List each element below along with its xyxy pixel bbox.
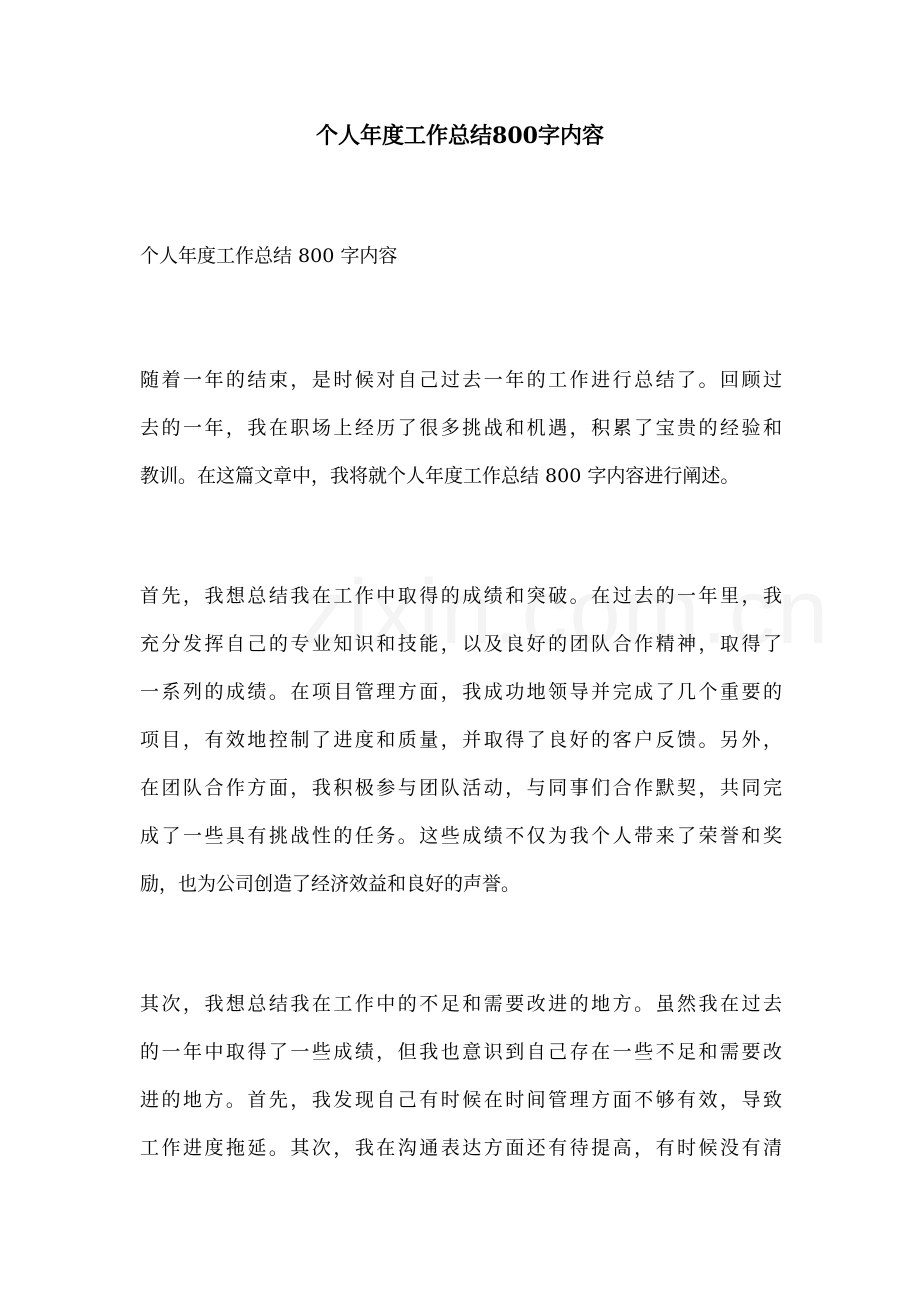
- paragraph-line: 其次，我想总结我在工作中的不足和需要改进的地方。虽然我在过去: [140, 993, 782, 1015]
- paragraph-line: 充分发挥自己的专业知识和技能，以及良好的团队合作精神，取得了: [140, 633, 782, 655]
- document-title: 个人年度工作总结800字内容: [316, 123, 604, 149]
- paragraph-line: 成了一些具有挑战性的任务。这些成绩不仅为我个人带来了荣誉和奖: [140, 825, 782, 847]
- paragraph-line: 进的地方。首先，我发现自己有时候在时间管理方面不够有效，导致: [140, 1089, 782, 1111]
- paragraph-line: 励，也为公司创造了经济效益和良好的声誉。: [140, 873, 521, 895]
- paragraph-line: 去的一年，我在职场上经历了很多挑战和机遇，积累了宝贵的经验和: [140, 417, 782, 439]
- paragraph-intro: [140, 356, 782, 500]
- paragraph-line: 教训。在这篇文章中，我将就个人年度工作总结 800 字内容进行阐述。: [140, 465, 740, 487]
- paragraph-line: 随着一年的结束，是时候对自己过去一年的工作进行总结了。回顾过: [140, 369, 782, 391]
- paragraph-line: 首先，我想总结我在工作中取得的成绩和突破。在过去的一年里，我: [140, 585, 782, 607]
- paragraph-line: 在团队合作方面，我积极参与团队活动，与同事们合作默契，共同完: [140, 777, 782, 799]
- paragraph-line: 一系列的成绩。在项目管理方面，我成功地领导并完成了几个重要的: [140, 681, 782, 703]
- paragraph-line: 工作进度拖延。其次，我在沟通表达方面还有待提高，有时候没有清: [140, 1137, 782, 1159]
- paragraph-line: 的一年中取得了一些成绩，但我也意识到自己存在一些不足和需要改: [140, 1041, 782, 1063]
- paragraph-line: 项目，有效地控制了进度和质量，并取得了良好的客户反馈。另外，: [140, 729, 782, 751]
- paragraph-achievements: [140, 572, 782, 908]
- document-subtitle: 个人年度工作总结 800 字内容: [140, 245, 398, 267]
- paragraph-shortcomings: [140, 980, 782, 1172]
